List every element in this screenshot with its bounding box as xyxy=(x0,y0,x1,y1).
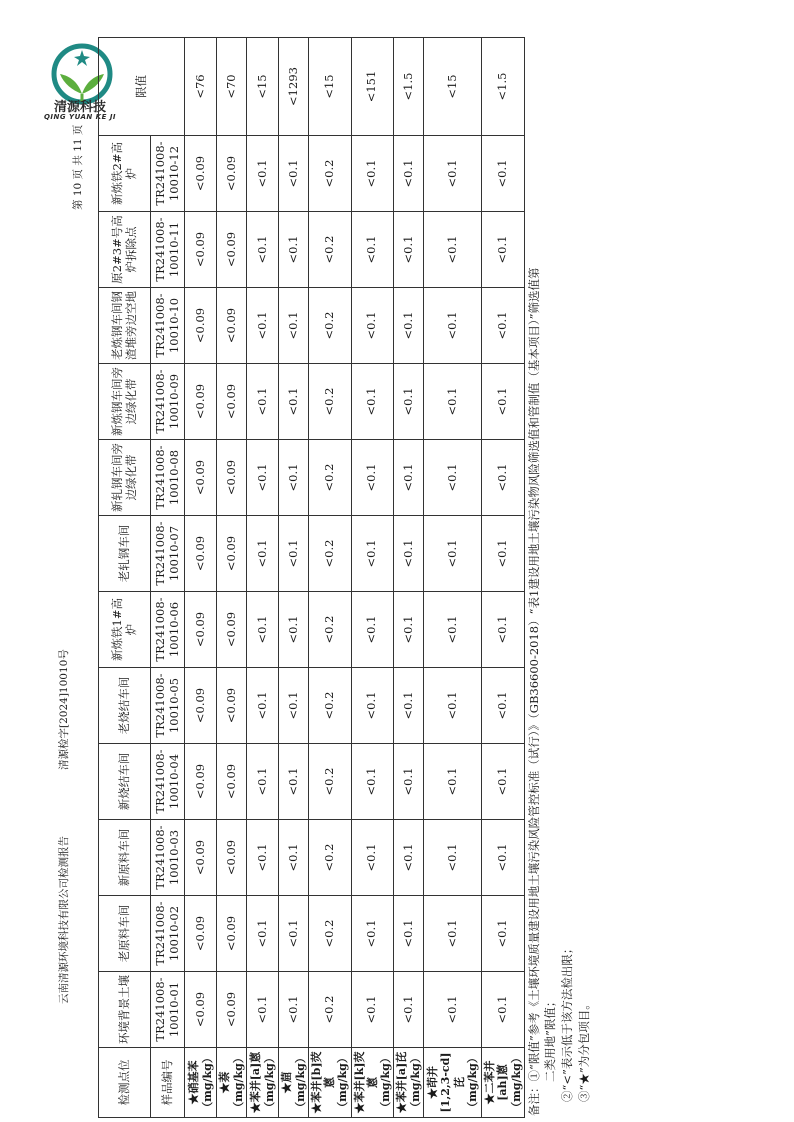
result-value: <0.2 xyxy=(309,668,352,744)
result-value: <0.1 xyxy=(279,440,309,516)
limit-value: <70 xyxy=(217,38,247,136)
result-value: <0.1 xyxy=(351,136,394,212)
result-value: <0.09 xyxy=(217,744,247,820)
result-value: <0.1 xyxy=(424,896,482,972)
sample-code: TR241008-10010-07 xyxy=(151,516,185,592)
sample-code: TR241008-10010-08 xyxy=(151,440,185,516)
result-value: <0.09 xyxy=(217,516,247,592)
location-name: 新轧钢车间旁边绿化带 xyxy=(99,440,151,516)
result-value: <0.1 xyxy=(424,668,482,744)
location-name: 新炼铁1#高炉 xyxy=(99,592,151,668)
result-value: <0.1 xyxy=(247,896,279,972)
result-value: <0.09 xyxy=(185,668,217,744)
limit-value: <76 xyxy=(185,38,217,136)
result-value: <0.1 xyxy=(247,972,279,1048)
table-row xyxy=(351,38,394,1118)
result-value: <0.1 xyxy=(279,896,309,972)
report-company-header: 云南清源环境科技有限公司检测报告 xyxy=(58,836,70,1004)
result-value: <0.1 xyxy=(394,212,424,288)
table-row xyxy=(217,38,247,1118)
result-value: <0.1 xyxy=(424,136,482,212)
result-value: <0.1 xyxy=(424,592,482,668)
note-line: ③“★”为分包项目。 xyxy=(576,998,591,1102)
result-value: <0.1 xyxy=(247,744,279,820)
sample-code: TR241008-10010-01 xyxy=(151,972,185,1048)
analyte-name: ★二苯并[ah]蒽（mg/kg） xyxy=(482,1048,525,1118)
result-value: <0.1 xyxy=(394,592,424,668)
result-value: <0.09 xyxy=(217,136,247,212)
result-value: <0.1 xyxy=(279,516,309,592)
result-value: <0.1 xyxy=(394,668,424,744)
limit-value: <1.5 xyxy=(482,38,525,136)
location-name: 老轧钢车间 xyxy=(99,516,151,592)
result-value: <0.1 xyxy=(351,364,394,440)
analyte-name: ★苯并[a]芘（mg/kg） xyxy=(394,1048,424,1118)
result-value: <0.1 xyxy=(424,364,482,440)
location-name: 新原料车间 xyxy=(99,820,151,896)
sample-code: TR241008-10010-12 xyxy=(151,136,185,212)
result-value: <0.1 xyxy=(482,516,525,592)
report-number: 清源检字[2024]10010号 xyxy=(58,649,70,770)
result-value: <0.1 xyxy=(351,668,394,744)
result-value: <0.1 xyxy=(482,288,525,364)
table-row xyxy=(185,38,217,1118)
limit-value: <1293 xyxy=(279,38,309,136)
result-value: <0.1 xyxy=(351,896,394,972)
result-value: <0.1 xyxy=(247,516,279,592)
sample-code: TR241008-10010-06 xyxy=(151,592,185,668)
result-value: <0.1 xyxy=(247,820,279,896)
limit-value: <15 xyxy=(247,38,279,136)
result-value: <0.1 xyxy=(279,972,309,1048)
limit-value: <151 xyxy=(351,38,394,136)
header-row xyxy=(99,38,151,1118)
result-value: <0.1 xyxy=(482,972,525,1048)
analyte-name: ★苯并[k]荧蒽（mg/kg） xyxy=(351,1048,394,1118)
result-value: <0.1 xyxy=(424,516,482,592)
result-value: <0.09 xyxy=(217,212,247,288)
result-value: <0.1 xyxy=(351,516,394,592)
result-value: <0.1 xyxy=(247,288,279,364)
result-value: <0.1 xyxy=(394,744,424,820)
result-value: <0.09 xyxy=(185,592,217,668)
result-value: <0.2 xyxy=(309,896,352,972)
location-name: 环境背景土壤 xyxy=(99,972,151,1048)
result-value: <0.09 xyxy=(185,288,217,364)
limit-header: 限值 xyxy=(99,38,185,136)
result-value: <0.09 xyxy=(185,440,217,516)
result-value: <0.1 xyxy=(424,820,482,896)
result-value: <0.1 xyxy=(394,896,424,972)
result-value: <0.09 xyxy=(217,668,247,744)
sample-code: TR241008-10010-05 xyxy=(151,668,185,744)
result-value: <0.1 xyxy=(394,820,424,896)
result-value: <0.1 xyxy=(247,592,279,668)
limit-value: <15 xyxy=(424,38,482,136)
rotated-content xyxy=(98,38,794,1118)
result-value: <0.1 xyxy=(424,972,482,1048)
table-row xyxy=(279,38,309,1118)
result-value: <0.1 xyxy=(279,592,309,668)
result-value: <0.1 xyxy=(279,820,309,896)
result-value: <0.1 xyxy=(482,440,525,516)
location-name: 新烧结车间 xyxy=(99,744,151,820)
result-value: <0.09 xyxy=(185,516,217,592)
result-value: <0.2 xyxy=(309,820,352,896)
result-value: <0.09 xyxy=(217,896,247,972)
analyte-name: ★苯并[a]蒽（mg/kg） xyxy=(247,1048,279,1118)
result-value: <0.1 xyxy=(394,136,424,212)
analyte-name: ★苯并[b]荧蒽（mg/kg） xyxy=(309,1048,352,1118)
result-value: <0.2 xyxy=(309,744,352,820)
result-value: <0.2 xyxy=(309,364,352,440)
result-value: <0.1 xyxy=(424,744,482,820)
logo-subtitle: QING YUAN KE JI xyxy=(43,113,117,121)
location-name: 新炼钢车间旁边绿化带 xyxy=(99,364,151,440)
results-table xyxy=(98,37,525,1118)
result-value: <0.09 xyxy=(185,744,217,820)
analyte-name: ★䓛（mg/kg） xyxy=(279,1048,309,1118)
location-name: 新炼铁2#高炉 xyxy=(99,136,151,212)
result-value: <0.1 xyxy=(279,212,309,288)
table-row xyxy=(424,38,482,1118)
result-value: <0.09 xyxy=(185,136,217,212)
result-value: <0.1 xyxy=(424,440,482,516)
result-value: <0.1 xyxy=(247,440,279,516)
result-value: <0.1 xyxy=(482,744,525,820)
result-value: <0.2 xyxy=(309,288,352,364)
result-value: <0.1 xyxy=(279,288,309,364)
result-value: <0.1 xyxy=(482,212,525,288)
sample-code: TR241008-10010-09 xyxy=(151,364,185,440)
result-value: <0.1 xyxy=(394,516,424,592)
table-row xyxy=(394,38,424,1118)
result-value: <0.1 xyxy=(482,896,525,972)
result-value: <0.1 xyxy=(482,136,525,212)
result-value: <0.09 xyxy=(217,592,247,668)
result-value: <0.2 xyxy=(309,440,352,516)
result-value: <0.2 xyxy=(309,972,352,1048)
result-value: <0.09 xyxy=(217,288,247,364)
result-value: <0.1 xyxy=(351,972,394,1048)
result-value: <0.09 xyxy=(217,972,247,1048)
note-line: ②“<”表示低于该方法检出限； xyxy=(560,942,575,1102)
result-value: <0.2 xyxy=(309,516,352,592)
logo-name: 清源科技 xyxy=(53,100,106,115)
sample-code: TR241008-10010-03 xyxy=(151,820,185,896)
result-value: <0.1 xyxy=(424,212,482,288)
note-line: 二类用地”限值； xyxy=(543,995,558,1082)
analyte-name: ★萘（mg/kg） xyxy=(217,1048,247,1118)
table-row xyxy=(482,38,525,1118)
result-value: <0.1 xyxy=(279,668,309,744)
result-value: <0.1 xyxy=(394,288,424,364)
result-value: <0.2 xyxy=(309,212,352,288)
sample-code: TR241008-10010-02 xyxy=(151,896,185,972)
note-line: 备注：①“限值”参考《土壤环境质量建设用地土壤污染风险管控标准（试行）》（GB36600-2018）“表1建设用地土壤污染物风险筛选值和管制值（基本项目）”筛选值第 xyxy=(526,267,541,1116)
result-value: <0.2 xyxy=(309,136,352,212)
result-value: <0.1 xyxy=(247,136,279,212)
result-value: <0.09 xyxy=(217,364,247,440)
result-value: <0.1 xyxy=(351,592,394,668)
location-name: 老烧结车间 xyxy=(99,668,151,744)
result-value: <0.1 xyxy=(247,212,279,288)
result-value: <0.1 xyxy=(247,668,279,744)
result-value: <0.1 xyxy=(279,136,309,212)
page-number: 第 10 页 共 11 页 xyxy=(72,124,84,210)
result-value: <0.1 xyxy=(482,668,525,744)
result-value: <0.1 xyxy=(279,364,309,440)
result-value: <0.09 xyxy=(217,820,247,896)
result-value: <0.09 xyxy=(185,896,217,972)
result-value: <0.09 xyxy=(185,820,217,896)
result-value: <0.09 xyxy=(185,972,217,1048)
result-value: <0.1 xyxy=(351,440,394,516)
code-header: 样品编号 xyxy=(151,1048,185,1118)
result-value: <0.1 xyxy=(351,820,394,896)
limit-value: <1.5 xyxy=(394,38,424,136)
location-name: 老原料车间 xyxy=(99,896,151,972)
result-value: <0.1 xyxy=(394,440,424,516)
sample-code: TR241008-10010-04 xyxy=(151,744,185,820)
result-value: <0.1 xyxy=(482,364,525,440)
result-value: <0.1 xyxy=(424,288,482,364)
result-value: <0.1 xyxy=(351,212,394,288)
analyte-name: ★硝基苯（mg/kg） xyxy=(185,1048,217,1118)
result-value: <0.1 xyxy=(351,744,394,820)
table-row xyxy=(309,38,352,1118)
result-value: <0.1 xyxy=(279,744,309,820)
result-value: <0.09 xyxy=(185,364,217,440)
table-row xyxy=(247,38,279,1118)
sample-code: TR241008-10010-10 xyxy=(151,288,185,364)
result-value: <0.1 xyxy=(482,820,525,896)
result-value: <0.2 xyxy=(309,592,352,668)
sample-code: TR241008-10010-11 xyxy=(151,212,185,288)
code-row xyxy=(151,38,185,1118)
location-name: 原2#3#号高炉拆除点 xyxy=(99,212,151,288)
result-value: <0.1 xyxy=(351,288,394,364)
result-value: <0.1 xyxy=(482,592,525,668)
result-value: <0.09 xyxy=(217,440,247,516)
limit-value: <15 xyxy=(309,38,352,136)
analyte-name: ★茚并[1,2,3-cd]芘（mg/kg） xyxy=(424,1048,482,1118)
location-name: 老炼钢车间钢渣堆旁边空地 xyxy=(99,288,151,364)
result-value: <0.1 xyxy=(394,972,424,1048)
result-value: <0.09 xyxy=(185,212,217,288)
notes xyxy=(526,36,593,1118)
result-value: <0.1 xyxy=(247,364,279,440)
location-header: 检测点位 xyxy=(99,1048,151,1118)
result-value: <0.1 xyxy=(394,364,424,440)
